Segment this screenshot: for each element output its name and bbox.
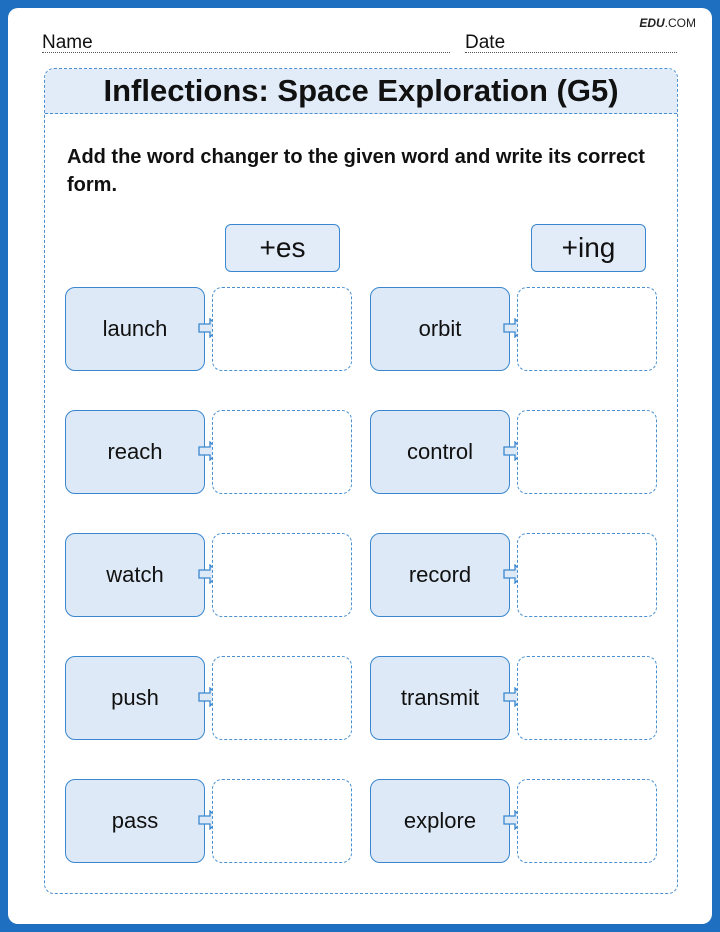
answer-box[interactable] [212, 656, 352, 740]
word-box: explore [370, 779, 510, 863]
brand-logo: EDU.COM [639, 16, 696, 30]
answer-box[interactable] [517, 533, 657, 617]
name-line[interactable] [42, 52, 450, 53]
answer-box[interactable] [212, 533, 352, 617]
suffix-ing: +ing [531, 224, 646, 272]
word-box: orbit [370, 287, 510, 371]
word-box: transmit [370, 656, 510, 740]
answer-box[interactable] [517, 410, 657, 494]
word-box: control [370, 410, 510, 494]
date-label: Date [465, 32, 506, 53]
date-line[interactable] [465, 52, 677, 53]
answer-box[interactable] [212, 410, 352, 494]
word-box: pass [65, 779, 205, 863]
name-label: Name [42, 32, 93, 53]
word-box: watch [65, 533, 205, 617]
word-box: launch [65, 287, 205, 371]
answer-box[interactable] [212, 779, 352, 863]
answer-box[interactable] [517, 287, 657, 371]
answer-box[interactable] [517, 656, 657, 740]
word-box: record [370, 533, 510, 617]
worksheet-page [8, 8, 712, 924]
answer-box[interactable] [212, 287, 352, 371]
answer-box[interactable] [517, 779, 657, 863]
worksheet-frame [44, 68, 678, 894]
word-box: reach [65, 410, 205, 494]
word-box: push [65, 656, 205, 740]
title-bar [45, 69, 677, 114]
instructions: Add the word changer to the given word and write its correct form. [67, 146, 645, 196]
suffix-es: +es [225, 224, 340, 272]
worksheet-title: Inflections: Space Exploration (G5) [103, 73, 619, 108]
